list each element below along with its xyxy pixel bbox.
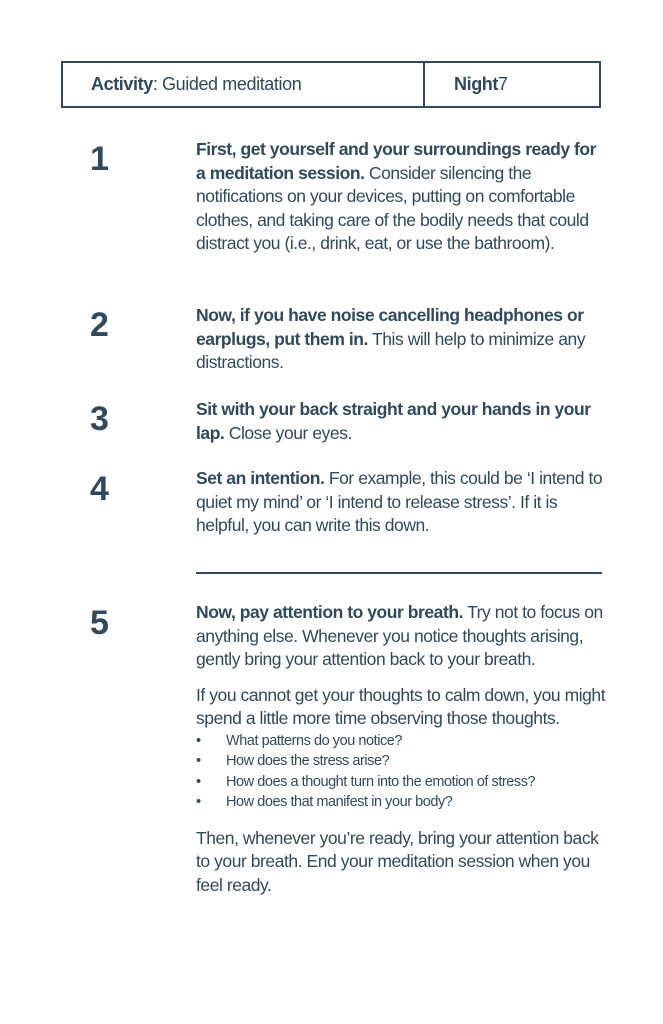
step-body-text: Close your eyes. [224,422,352,443]
step-text [196,467,606,538]
activity-cell [63,63,425,106]
list-item [196,772,606,793]
step-text [196,601,606,897]
step-body-text: Try not to focus on anything else. Whenever you notice thoughts arising, gently bring your attention back to your breath. [196,602,603,669]
list-item [196,792,606,813]
list-item-text: How does that manifest in your body? [226,794,453,810]
list-item [196,751,606,772]
bullet-icon: • [196,732,201,749]
section-divider [196,572,602,574]
step-number: 1 [90,140,109,178]
list-item-text: What patterns do you notice? [226,732,403,749]
step-number: 2 [90,306,109,344]
night-label: Night [454,74,498,94]
step-bold-text: Set an intention. [196,468,325,488]
step-bold-text: Now, pay attention to your breath. [196,602,463,622]
step-text [196,138,606,256]
bullet-icon: • [196,773,201,790]
step-paragraph: Then, whenever you’re ready, bring your attention back to your breath. End your meditation session when you feel ready. [196,827,599,895]
step-text [196,304,606,375]
step-bold-text: Sit with your back straight and your hands in your lap. [196,399,591,443]
step-number: 3 [90,400,109,438]
step-number: 5 [90,604,109,642]
night-value: 7 [498,74,508,94]
step-paragraph: If you cannot get your thoughts to calm down, you might spend a little more time observing those thoughts. [196,684,606,728]
activity-value: : Guided meditation [152,74,302,94]
step-number: 4 [90,470,109,508]
list-item [196,731,606,752]
list-item-text: How does a thought turn into the emotion of stress? [226,773,536,790]
step-text [196,398,606,445]
activity-header [61,61,601,108]
bullet-icon: • [196,794,201,810]
bullet-list [196,731,606,813]
bullet-icon: • [196,753,201,769]
step-body-text: For example, this could be ‘I intend to quiet my mind’ or ‘I intend to release stress’. If it is helpful, you can write this down. [196,468,603,535]
night-cell [425,63,599,106]
step-body-text: This will help to minimize any distractions. [196,328,586,372]
step-bold-text: Now, if you have noise cancelling headphones or earplugs, put them in. [196,305,584,349]
step-bold-text: First, get yourself and your surroundings ready for a meditation session. [196,139,597,183]
step-body-text: Consider silencing the notifications on your devices, putting on comfortable clothes, and taking care of the bodily needs that could distract you (i.e., drink, eat, or use the bathroom). [196,162,589,253]
list-item-text: How does the stress arise? [226,753,390,769]
activity-label: Activity [91,74,153,94]
